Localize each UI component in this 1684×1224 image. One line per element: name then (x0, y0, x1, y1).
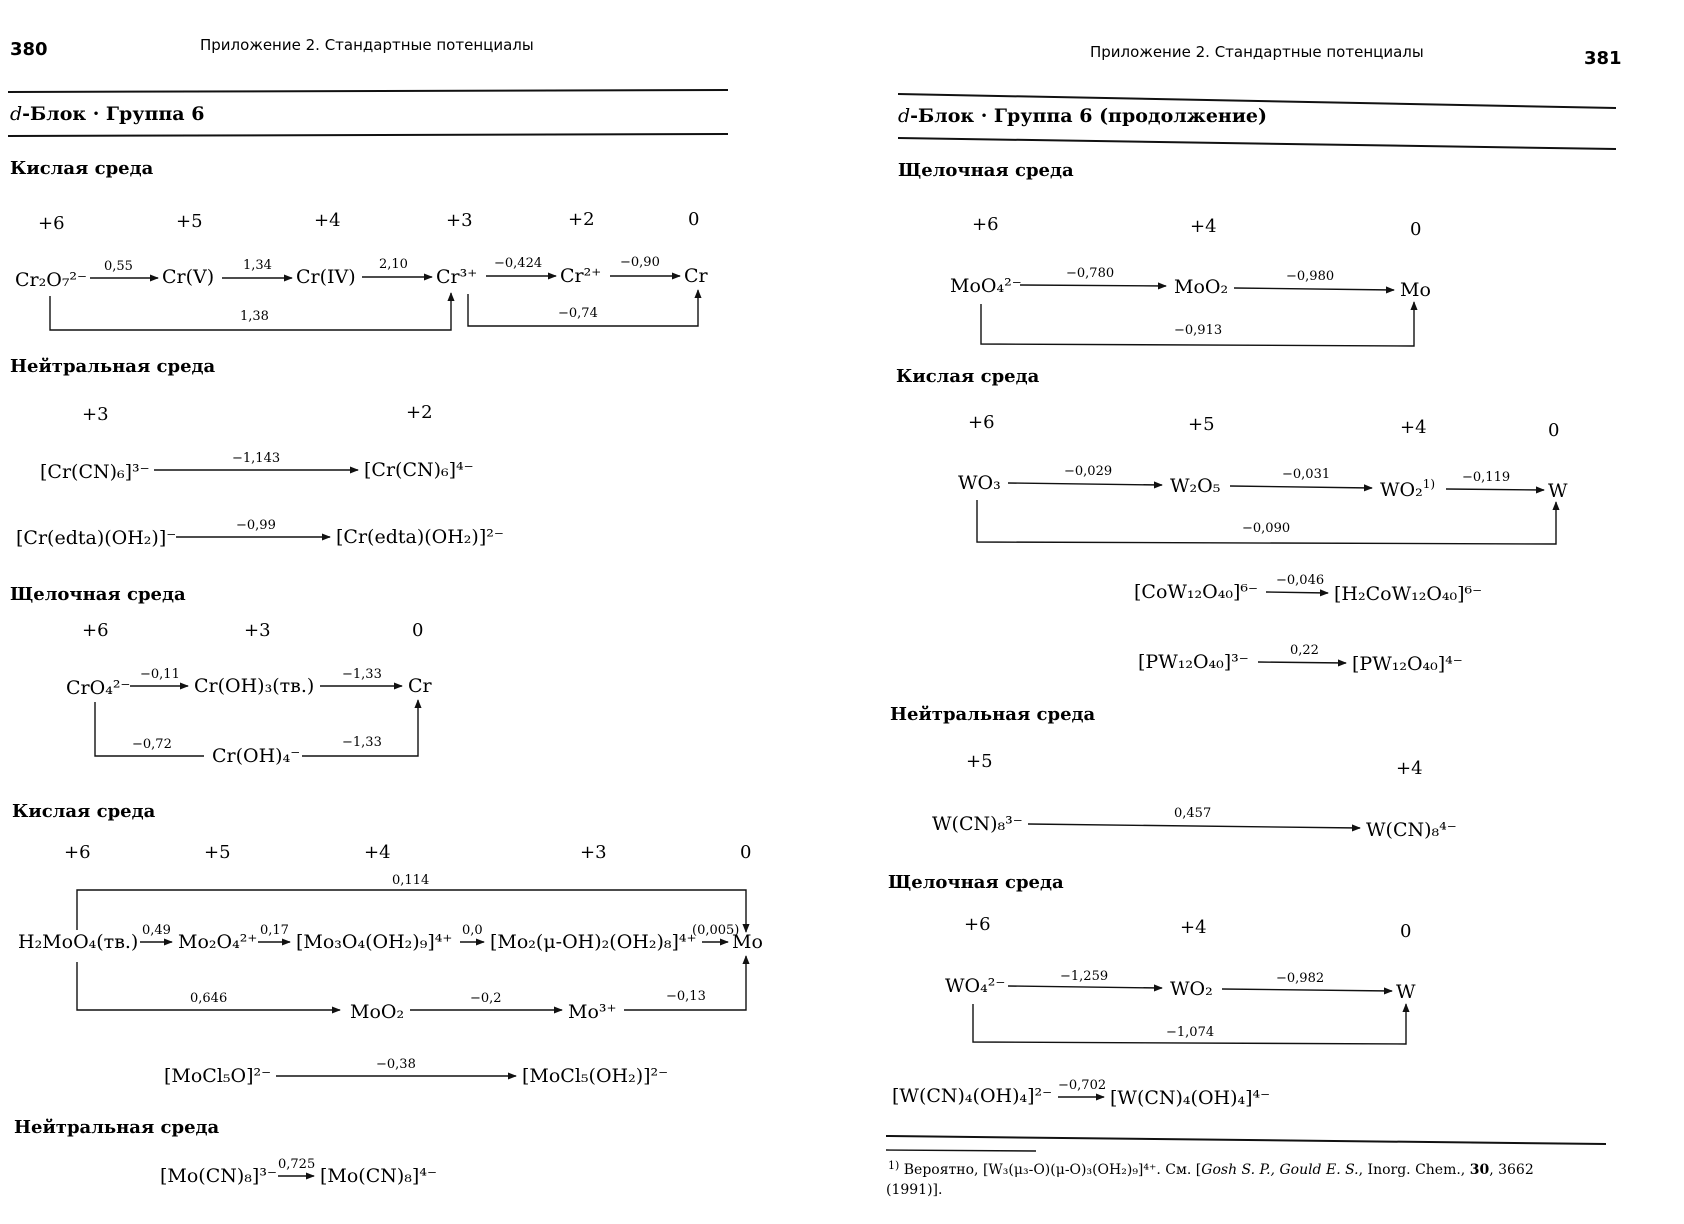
ox-state: 0 (740, 842, 752, 863)
species: Cr (408, 675, 432, 697)
title-rule-right (898, 138, 1616, 149)
reaction-arrow (1028, 824, 1360, 828)
ox-state: +4 (1190, 216, 1217, 237)
title-rule-left (8, 134, 728, 136)
ox-state: +5 (204, 842, 231, 863)
ox-state: +4 (364, 842, 391, 863)
species: [MoCl₅O]²⁻ (164, 1065, 272, 1087)
ox-state: +4 (1396, 758, 1423, 779)
ox-state: +5 (1188, 414, 1215, 435)
species: Cr(IV) (296, 266, 356, 288)
species: Cr (684, 265, 708, 287)
ox-state: +6 (38, 213, 65, 234)
ox-state: +6 (972, 214, 999, 235)
potential-label: −0,913 (1174, 323, 1223, 338)
potential-label: −0,980 (1286, 269, 1335, 284)
mo-alkaline-diagram (950, 214, 1431, 346)
species: [Mo(CN)₈]⁴⁻ (320, 1165, 437, 1187)
potential-label: −0,119 (1462, 470, 1511, 485)
reaction-arrow (1230, 486, 1372, 488)
ox-state: 0 (1548, 420, 1560, 441)
w-alkaline-diagram (892, 914, 1416, 1109)
reaction-arrow (1266, 592, 1328, 593)
page-number-right: 381 (1584, 48, 1622, 69)
species: [CoW₁₂O₄₀]⁶⁻ (1134, 581, 1259, 603)
species: [H₂CoW₁₂O₄₀]⁶⁻ (1334, 583, 1483, 605)
ox-state: 0 (1400, 921, 1412, 942)
species: MoO₂ (1174, 276, 1229, 298)
potential-label: 0,49 (142, 923, 171, 938)
potential-label: −0,702 (1058, 1078, 1107, 1093)
potential-label: −1,33 (342, 667, 382, 682)
species: [W(CN)₄(OH)₄]²⁻ (892, 1085, 1053, 1107)
species: [Mo₂(μ-OH)₂(OH₂)₈]⁴⁺ (490, 931, 697, 953)
potential-label: −0,13 (666, 989, 706, 1004)
species: Cr(OH)₄⁻ (212, 745, 301, 767)
block-title-right: d-Блок · Группа 6 (продолжение) (898, 105, 1268, 127)
potential-label: 0,457 (1174, 806, 1212, 821)
footnote-short-rule (886, 1150, 1036, 1151)
reaction-arrow (1222, 989, 1392, 991)
ox-state: +6 (82, 620, 109, 641)
ox-state: +5 (966, 751, 993, 772)
potential-label: 0,0 (462, 923, 483, 938)
species: W(CN)₈³⁻ (932, 813, 1023, 835)
species: W (1396, 981, 1416, 1003)
ox-state: 0 (1410, 219, 1422, 240)
potential-label: −1,259 (1060, 969, 1109, 984)
species: Cr(V) (162, 266, 215, 288)
ox-state: +4 (314, 210, 341, 231)
cr-neutral-diagram (16, 402, 504, 549)
ox-state: +2 (406, 402, 433, 423)
species: W₂O₅ (1170, 475, 1221, 497)
species: Cr₂O₇²⁻ (15, 269, 88, 291)
potential-label: 1,34 (243, 258, 272, 273)
species: Mo³⁺ (568, 1001, 617, 1023)
reaction-arrow (1020, 285, 1166, 286)
w-neutral-diagram (932, 751, 1457, 841)
section-heading: Нейтральная среда (890, 704, 1096, 725)
potential-label: 0,22 (1290, 643, 1319, 658)
potential-label: 0,17 (260, 923, 289, 938)
species: W (1548, 480, 1568, 502)
species: [Cr(CN)₆]⁴⁻ (364, 459, 474, 481)
potential-label: −0,2 (470, 991, 502, 1006)
ox-state: +5 (176, 211, 203, 232)
ox-state: +3 (82, 404, 109, 425)
page-number-left: 380 (10, 39, 48, 60)
top-rule-left (8, 90, 728, 92)
potential-label: −0,046 (1276, 573, 1325, 588)
potential-label: −0,780 (1066, 266, 1115, 281)
section-heading: Кислая среда (896, 366, 1040, 387)
species: MoO₂ (350, 1001, 405, 1023)
species: WO₄²⁻ (945, 975, 1006, 997)
potential-label: −0,38 (376, 1057, 416, 1072)
potential-label: −0,72 (132, 737, 172, 752)
species: [Mo(CN)₈]³⁻ (160, 1165, 277, 1187)
species: W(CN)₈⁴⁻ (1366, 819, 1457, 841)
cr-acid-diagram (15, 209, 709, 330)
species: Cr³⁺ (436, 266, 478, 288)
running-head-right: Приложение 2. Стандартные потенциалы (1090, 43, 1424, 61)
ox-state: +4 (1400, 417, 1427, 438)
w-acid-diagram (958, 412, 1568, 675)
reaction-arrow (1446, 489, 1544, 490)
section-heading: Кислая среда (12, 801, 156, 822)
potential-label: 0,55 (104, 259, 133, 274)
species: WO₃ (958, 472, 1001, 494)
reaction-arrow (1258, 662, 1346, 663)
species: [Mo₃O₄(OH₂)₉]⁴⁺ (296, 931, 453, 953)
footnote-rule (886, 1136, 1606, 1144)
long-range-bracket (77, 890, 746, 932)
section-heading: Щелочная среда (888, 872, 1064, 893)
running-head-left: Приложение 2. Стандартные потенциалы (200, 36, 534, 54)
potential-label: −0,029 (1064, 464, 1113, 479)
potential-label: −0,424 (494, 256, 543, 271)
ox-state: +3 (580, 842, 607, 863)
potential-label: −1,074 (1166, 1025, 1215, 1040)
species: [W(CN)₄(OH)₄]⁴⁻ (1110, 1087, 1271, 1109)
species: [MoCl₅(OH₂)]²⁻ (522, 1065, 669, 1087)
ox-state: +3 (244, 620, 271, 641)
potential-label: −0,031 (1282, 467, 1331, 482)
right-page (886, 43, 1622, 1198)
species: Mo₂O₄²⁺ (178, 931, 258, 953)
mo-neutral-diagram (160, 1157, 437, 1187)
ox-state: 0 (412, 620, 424, 641)
footnote-text: $^{1)}$ Вероятно, [W₃(μ₃-O)(μ-O)₃(OH₂)₉]⁴⁺. См. [Gosh S. P., Gould E. S., Inorg. Chem., 30, 3662 (888, 1159, 1534, 1178)
reaction-arrow (1234, 288, 1394, 290)
species: Cr(OH)₃(тв.) (194, 675, 315, 697)
potential-label: 0,646 (190, 991, 228, 1006)
species: MoO₄²⁻ (950, 275, 1022, 297)
potential-label: −0,090 (1242, 521, 1291, 536)
section-heading: Щелочная среда (898, 160, 1074, 181)
mo-acid-diagram (18, 842, 763, 1087)
section-heading: Щелочная среда (10, 584, 186, 605)
ox-state: +3 (446, 210, 473, 231)
ox-state: +2 (568, 209, 595, 230)
species: Mo (732, 931, 763, 953)
potential-label: −1,33 (342, 735, 382, 750)
species: [Cr(edta)(OH₂)]²⁻ (336, 526, 504, 548)
species: [Cr(edta)(OH₂)]⁻ (16, 527, 177, 549)
left-page (8, 36, 763, 1187)
potential-label: 0,114 (392, 873, 430, 888)
species: [PW₁₂O₄₀]³⁻ (1138, 651, 1249, 673)
species: [Cr(CN)₆]³⁻ (40, 461, 150, 483)
section-heading: Кислая среда (10, 158, 154, 179)
section-heading: Нейтральная среда (14, 1117, 220, 1138)
species: CrO₄²⁻ (66, 677, 131, 699)
potential-label: −0,982 (1276, 971, 1325, 986)
reaction-arrow (1008, 483, 1162, 485)
ox-state: +4 (1180, 917, 1207, 938)
cr-alkaline-diagram (66, 620, 433, 767)
potential-label: (0,005) (692, 923, 740, 938)
footnote-text-line2: (1991)]. (886, 1182, 943, 1198)
block-title-left: d-Блок · Группа 6 (10, 103, 205, 125)
potential-label: 0,725 (278, 1157, 316, 1172)
potential-label: 2,10 (379, 257, 408, 272)
species: WO₂ (1170, 978, 1213, 1000)
ox-state: +6 (964, 914, 991, 935)
potential-label: −0,99 (236, 518, 276, 533)
species: Mo (1400, 279, 1431, 301)
potential-label: −0,90 (620, 255, 660, 270)
species: H₂MoO₄(тв.) (18, 931, 139, 953)
section-heading: Нейтральная среда (10, 356, 216, 377)
species: [PW₁₂O₄₀]⁴⁻ (1352, 653, 1463, 675)
ox-state: +6 (64, 842, 91, 863)
potential-label: −0,11 (140, 667, 180, 682)
potential-label: −0,74 (558, 306, 598, 321)
reaction-arrow (1008, 986, 1162, 988)
potential-label: −1,143 (232, 451, 281, 466)
species: WO₂$^{1)}$ (1380, 477, 1436, 501)
species: Cr²⁺ (560, 265, 602, 287)
potential-label: 1,38 (240, 309, 269, 324)
ox-state: 0 (688, 209, 700, 230)
ox-state: +6 (968, 412, 995, 433)
